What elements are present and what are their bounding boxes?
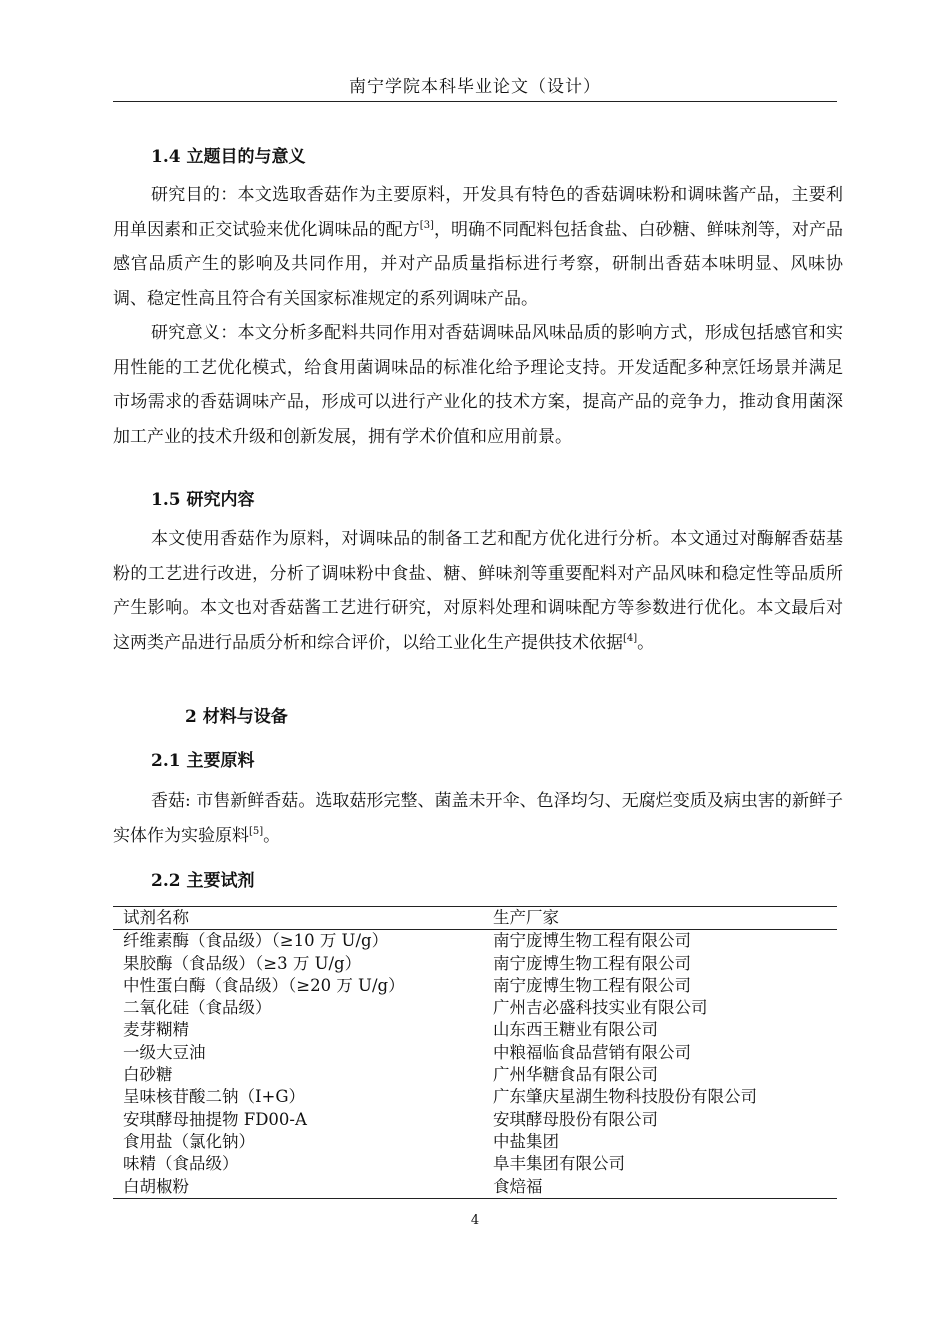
reagent-name-cell: 呈味核苷酸二钠（I+G） <box>123 1087 306 1107</box>
paragraph-research-content <box>113 522 843 660</box>
reagent-name-cell: 安琪酵母抽提物 FD00-A <box>123 1109 307 1129</box>
reagent-name-cell: 白胡椒粉 <box>123 1176 189 1196</box>
manufacturer-cell: 中粮福临食品营销有限公司 <box>493 1042 691 1062</box>
table-row <box>113 1042 837 1064</box>
manufacturer-cell: 南宁庞博生物工程有限公司 <box>493 975 691 995</box>
paragraph-research-purpose <box>113 178 843 316</box>
manufacturer-cell: 广东肇庆星湖生物科技股份有限公司 <box>493 1087 757 1107</box>
manufacturer-cell: 广州华糖食品有限公司 <box>493 1065 658 1085</box>
reagent-name-cell: 白砂糖 <box>123 1065 173 1085</box>
manufacturer-cell: 山东西王糖业有限公司 <box>493 1020 658 1040</box>
manufacturer-cell: 南宁庞博生物工程有限公司 <box>493 953 691 973</box>
column-header-manufacturer: 生产厂家 <box>493 908 559 927</box>
section-1-5-body <box>113 522 843 660</box>
reagent-name-cell: 食用盐（氯化钠） <box>123 1131 255 1151</box>
manufacturer-cell: 食焙福 <box>493 1176 543 1196</box>
section-heading-1-5: 1.5 研究内容 <box>151 490 255 510</box>
reagent-name-cell: 果胶酶（食品级）（≥3 万 U/g） <box>123 953 362 973</box>
manufacturer-cell: 安琪酵母股份有限公司 <box>493 1109 658 1129</box>
text-run: 。 <box>263 825 281 846</box>
table-row <box>113 1019 837 1041</box>
text-run: 香菇: 市售新鲜香菇。选取菇形完整、菌盖未开伞、色泽均匀、无腐烂变质及病虫害的新鲜子实体作为实验原料 <box>113 791 843 846</box>
reagent-name-cell: 麦芽糊精 <box>123 1020 189 1040</box>
running-header: 南宁学院本科毕业论文（设计） <box>349 77 601 97</box>
table-header-row <box>113 907 837 930</box>
paragraph-raw-material <box>113 784 843 853</box>
table-row <box>113 930 837 953</box>
manufacturer-cell: 广州吉必盛科技实业有限公司 <box>493 998 708 1018</box>
table-row <box>113 1131 837 1153</box>
citation: [5] <box>249 825 264 837</box>
paragraph-research-significance: 研究意义：本文分析多配料共同作用对香菇调味品风味品质的影响方式，形成包括感官和实用性能的工艺优化模式，给食用菌调味品的标准化给予理论支持。开发适配多种烹饪场景并满足市场需求的香菇调味产品，形成可以进行产业化的技术方案，提高产品的竞争力，推动食用菌深加工产业的技术升级和创新发展，拥有学术价值和应用前景。 <box>113 323 843 447</box>
header-rule <box>113 101 837 102</box>
table-row <box>113 975 837 997</box>
reagent-name-cell: 二氧化硅（食品级） <box>123 998 272 1018</box>
manufacturer-cell: 中盐集团 <box>493 1131 559 1151</box>
text-run: 本文使用香菇作为原料，对调味品的制备工艺和配方优化进行分析。本文通过对酶解香菇基粉的工艺进行改进，分析了调味粉中食盐、糖、鲜味剂等重要配料对产品风味和稳定性等品质所产生影响。本文也对香菇酱工艺进行研究，对原料处理和调味配方等参数进行优化。本文最后对这两类产品进行品质分析和综合评价，以给工业化生产提供技术依据 <box>113 529 843 653</box>
table-row <box>113 953 837 975</box>
table-row <box>113 997 837 1019</box>
text-run: 研究目的：本文选取香菇作为主要原料，开发具有特色的香菇调味粉和调味酱产品，主要利用单因素和正交试验来优化调味品的配方 <box>113 185 843 240</box>
reagents-table <box>113 906 837 1199</box>
reagent-name-cell: 一级大豆油 <box>123 1042 206 1062</box>
citation: [3] <box>419 219 434 231</box>
section-heading-2-2: 2.2 主要试剂 <box>151 871 255 891</box>
reagent-name-cell: 纤维素酶（食品级）（≥10 万 U/g） <box>123 931 389 951</box>
page-number: 4 <box>470 1213 480 1228</box>
manufacturer-cell: 阜丰集团有限公司 <box>493 1154 625 1174</box>
reagent-name-cell: 中性蛋白酶（食品级）（≥20 万 U/g） <box>123 975 405 995</box>
citation: [4] <box>623 632 638 644</box>
section-2-1-body <box>113 784 843 853</box>
table-row <box>113 1064 837 1086</box>
table-row <box>113 1176 837 1199</box>
reagent-name-cell: 味精（食品级） <box>123 1154 239 1174</box>
table-row <box>113 1086 837 1108</box>
manufacturer-cell: 南宁庞博生物工程有限公司 <box>493 931 691 951</box>
section-heading-1-4: 1.4 立题目的与意义 <box>151 147 306 167</box>
text-run: ，明确不同配料包括食盐、白砂糖、鲜味剂等，对产品感官品质产生的影响及共同作用，并对产品质量指标进行考察，研制出香菇本味明显、风味协调、稳定性高且符合有关国家标准规定的系列调味产品。 <box>113 219 844 309</box>
text-run: 。 <box>637 632 655 653</box>
section-heading-2: 2 材料与设备 <box>185 707 288 727</box>
section-1-4-body <box>113 178 843 454</box>
section-heading-2-1: 2.1 主要原料 <box>151 751 255 771</box>
table-row <box>113 1109 837 1131</box>
column-header-reagent-name: 试剂名称 <box>123 908 189 927</box>
table-row <box>113 1153 837 1175</box>
